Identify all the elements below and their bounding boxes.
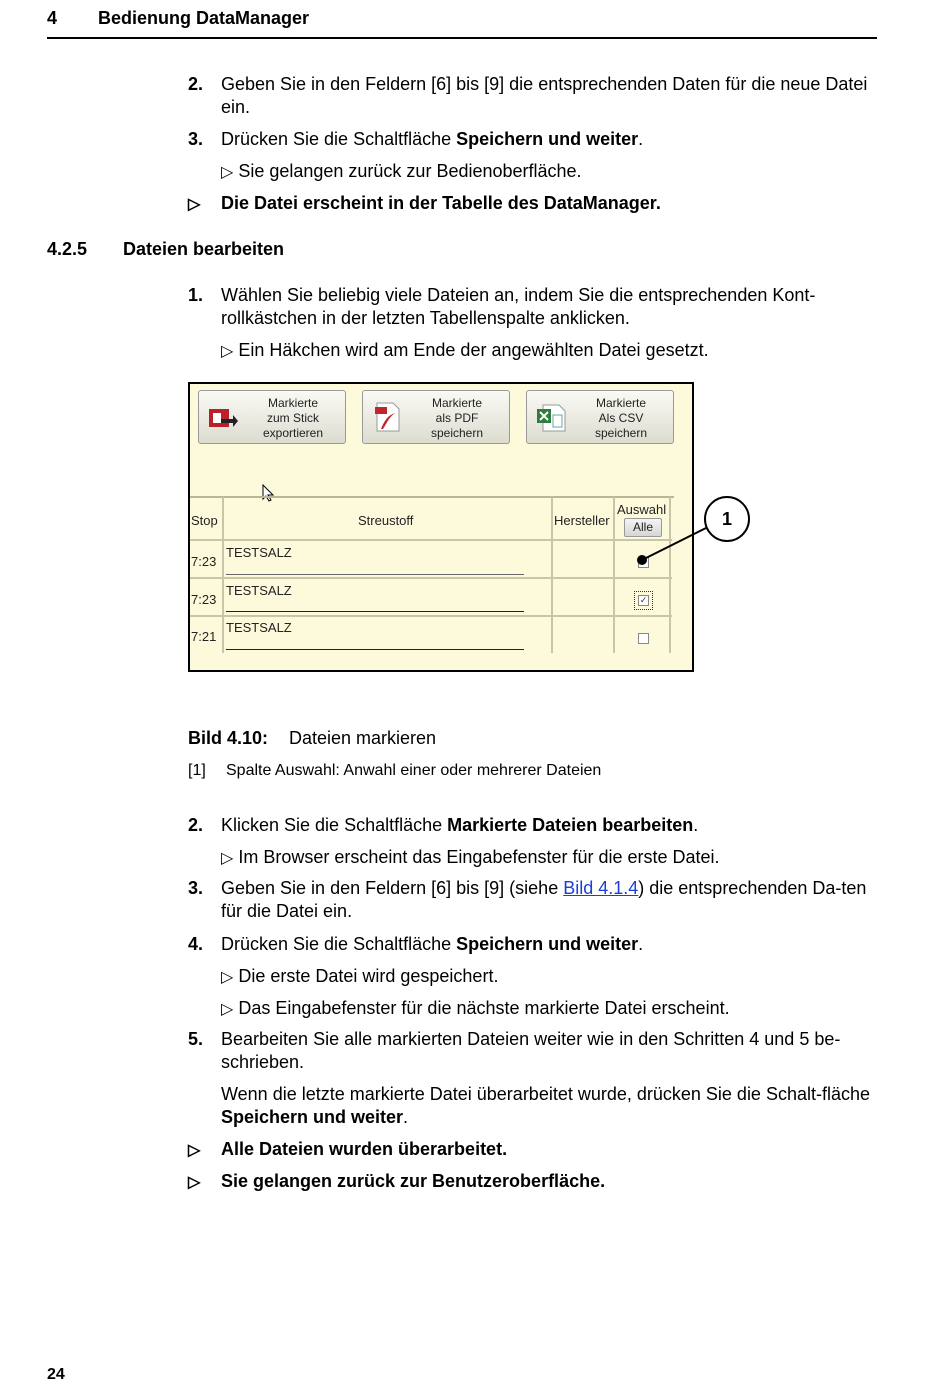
legend-ref: [1] (188, 762, 206, 779)
row-checkbox[interactable] (638, 633, 649, 644)
step-number: 5. (188, 1029, 204, 1049)
column-divider (613, 497, 615, 653)
table-top-line (190, 496, 674, 498)
column-divider (551, 497, 553, 653)
result-triangle-icon: ▷ (221, 343, 234, 360)
result-triangle-icon: ▷ (188, 1142, 201, 1159)
row-divider (190, 539, 672, 541)
save-pdf-button[interactable]: Markierte als PDF speichern (362, 390, 510, 444)
figure-caption-label: Bild 4.10: (188, 728, 269, 748)
step-number: 3. (188, 878, 204, 898)
final-result: ▷ Sie gelangen zurück zur Benutzeroberfläche. (188, 1170, 200, 1194)
step-number: 2. (188, 74, 204, 94)
column-divider (222, 497, 224, 653)
step-text: Wählen Sie beliebig viele Dateien an, indem Sie die entsprechenden Kont-rollkästchen in der letzten Tabellenspalte anklicken. (221, 285, 816, 328)
figure-link[interactable]: Bild 4.1.4 (563, 878, 639, 898)
figure-caption-text: Dateien markieren (289, 728, 437, 748)
result-triangle-icon: ▷ (221, 850, 234, 867)
column-stop: Stop (191, 513, 218, 528)
step-number: 4. (188, 934, 204, 954)
select-all-button[interactable]: Alle (624, 518, 662, 537)
step-text: Klicken Sie die Schaltfläche Markierte Dateien bearbeiten. (221, 815, 699, 835)
export-stick-button[interactable]: Markierte zum Stick exportieren (198, 390, 346, 444)
step-result: ▷ Die erste Datei wird gespeichert. (221, 965, 498, 989)
row-divider (190, 577, 672, 579)
final-result: ▷ Die Datei erscheint in der Tabelle des DataManager. (188, 192, 200, 216)
save-csv-button[interactable]: Markierte Als CSV speichern (526, 390, 674, 444)
row-time: 7:21 (191, 629, 217, 644)
export-stick-icon (207, 401, 239, 433)
result-triangle-icon: ▷ (221, 1001, 234, 1018)
step-number: 3. (188, 129, 204, 149)
column-hersteller: Hersteller (554, 513, 610, 528)
step-result: ▷ Das Eingabefenster für die nächste markierte Datei erscheint. (221, 997, 730, 1021)
final-result: ▷ Alle Dateien wurden überarbeitet. (188, 1138, 200, 1162)
step-number: 2. (188, 815, 204, 835)
row-streustoff: TESTSALZ (226, 545, 292, 560)
datamanager-screenshot (188, 382, 694, 672)
step-text: Geben Sie in den Feldern [6] bis [9] die entsprechenden Daten für die neue Datei ein. (221, 74, 868, 117)
mouse-cursor-icon (262, 484, 276, 502)
step-text: Drücken Sie die Schaltfläche Speichern und weiter. (221, 934, 644, 954)
step-text: Bearbeiten Sie alle markierten Dateien weiter wie in den Schritten 4 und 5 be-schrieben. (221, 1029, 841, 1072)
header-rule (47, 37, 877, 39)
row-time: 7:23 (191, 554, 217, 569)
row-checkbox[interactable]: ✓ (639, 595, 648, 605)
page-number: 24 (47, 1366, 65, 1383)
column-streustoff: Streustoff (358, 513, 414, 528)
step-result: ▷ Im Browser erscheint das Eingabefenster für die erste Datei. (221, 846, 720, 870)
legend-text: Spalte Auswahl: Anwahl einer oder mehrerer Dateien (226, 762, 602, 779)
chapter-number: 4 (47, 8, 58, 28)
step-text: Geben Sie in den Feldern [6] bis [9] (siehe Bild 4.1.4) die entsprechenden Da-ten für die Datei ein. (221, 878, 867, 921)
callout-marker: 1 (704, 496, 750, 542)
callout-leader (630, 510, 710, 570)
row-divider (190, 615, 672, 617)
row-streustoff: TESTSALZ (226, 583, 292, 598)
section-number: 4.2.5 (47, 239, 88, 259)
pdf-file-icon (371, 401, 403, 433)
row-time: 7:23 (191, 592, 217, 607)
excel-csv-icon (535, 401, 567, 433)
step-result: ▷ Ein Häkchen wird am Ende der angewählten Datei gesetzt. (221, 339, 709, 363)
section-title: Dateien bearbeiten (123, 239, 285, 259)
step-result: ▷ Sie gelangen zurück zur Bedienoberfläche. (221, 160, 582, 184)
step-number: 1. (188, 285, 204, 305)
column-auswahl: Auswahl (617, 502, 667, 517)
step-note: Wenn die letzte markierte Datei überarbeitet wurde, drücken Sie die Schalt-fläche Speichern und weiter. (221, 1084, 871, 1127)
result-triangle-icon: ▷ (221, 164, 234, 181)
result-triangle-icon: ▷ (221, 969, 234, 986)
row-streustoff: TESTSALZ (226, 620, 292, 635)
chapter-title: Bedienung DataManager (98, 8, 310, 28)
result-triangle-icon: ▷ (188, 196, 201, 213)
result-triangle-icon: ▷ (188, 1174, 201, 1191)
step-text: Drücken Sie die Schaltfläche Speichern und weiter. (221, 129, 644, 149)
